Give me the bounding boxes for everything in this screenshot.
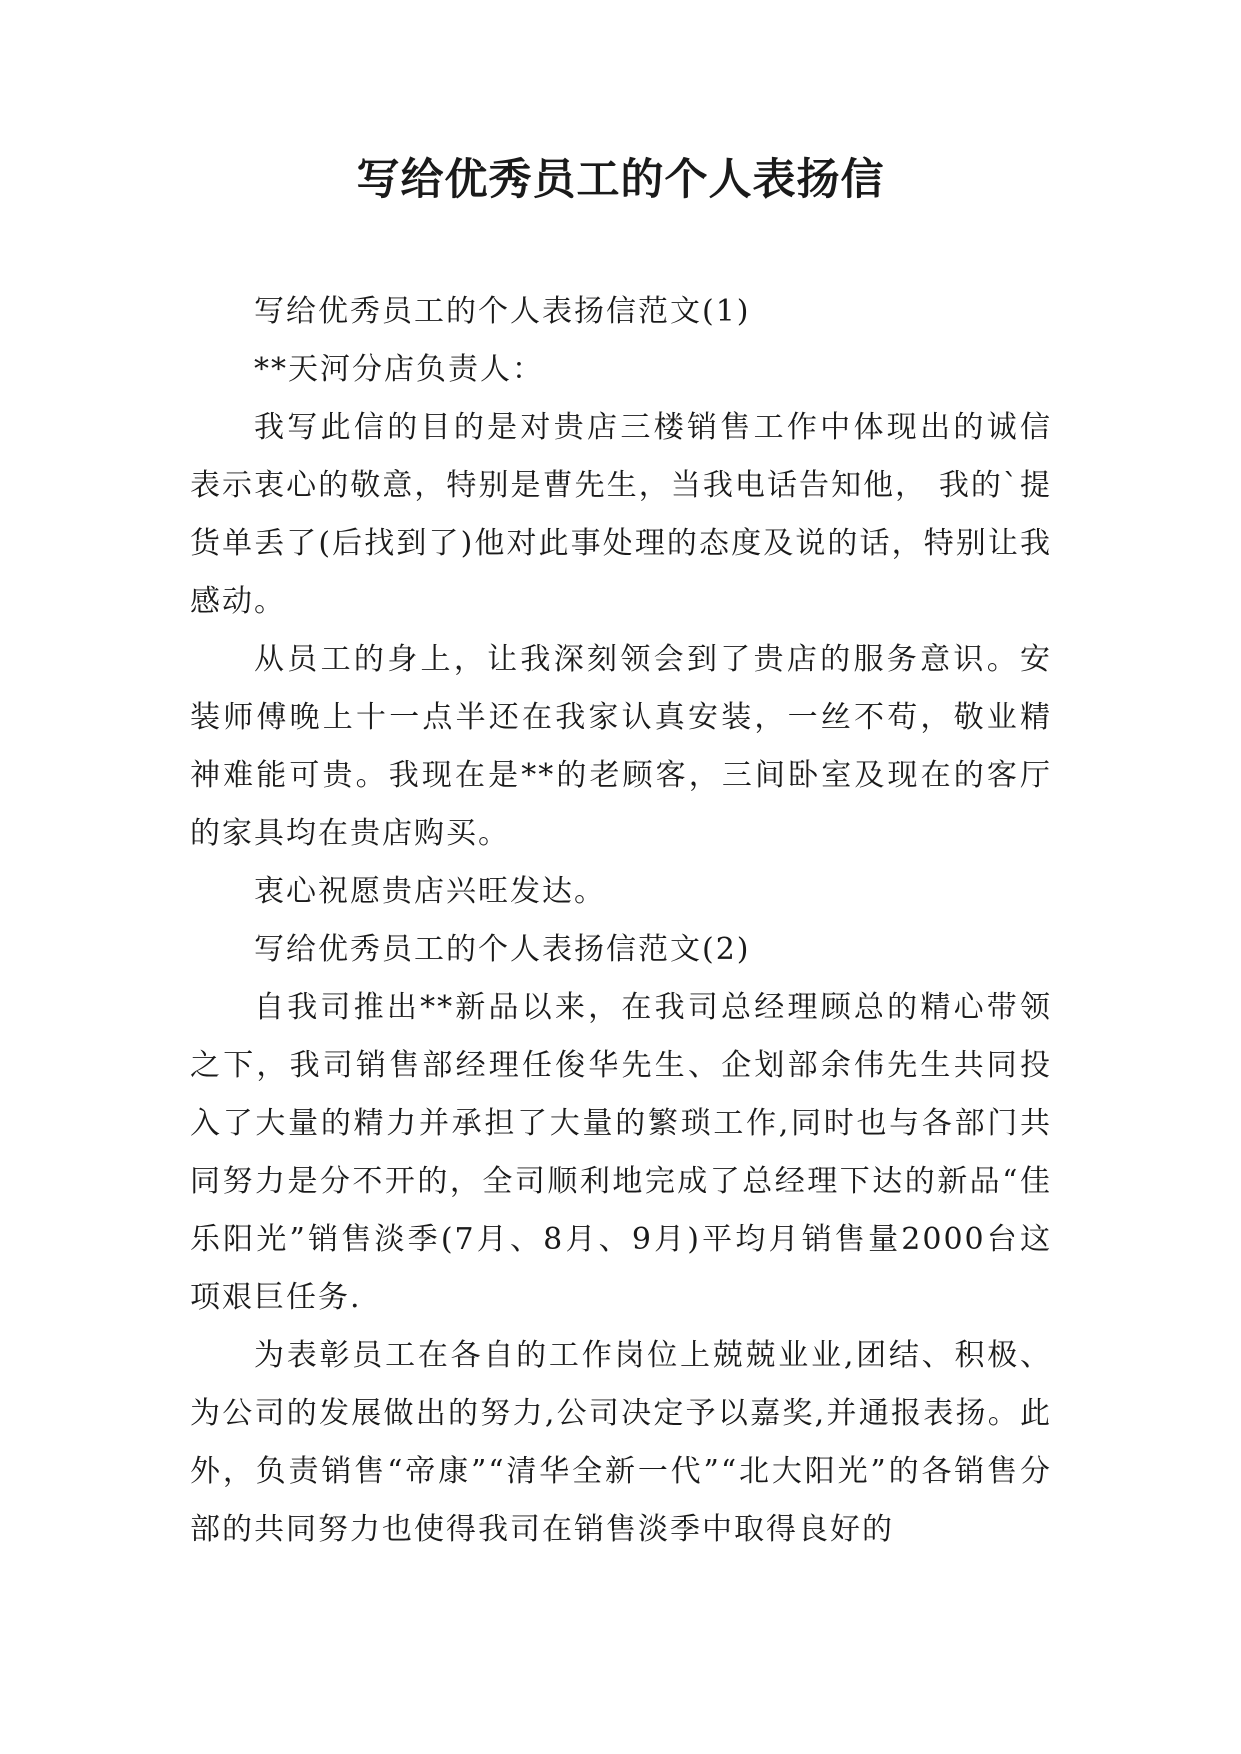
paragraph-closing: 衷心祝愿贵店兴旺发达。 xyxy=(254,874,606,909)
paragraph-salutation: **天河分店负责人： xyxy=(254,352,544,387)
paragraph-body: 自我司推出**新品以来，在我司总经理顾总的精心带领之下，我司销售部经理任俊华先生、企划部余伟先生共同投入了大量的精力并承担了大量的繁琐工作,同时也与各部门共同努力是分不开的，全司顺利地完成了总经理下达的新品“佳乐阳光”销售淡季(7月、8月、9月)平均月销售量2000台这项艰巨任务. xyxy=(190,990,1052,1315)
paragraph-body: 从员工的身上，让我深刻领会到了贵店的服务意识。安装师傅晚上十一点半还在我家认真安装，一丝不苟，敬业精神难能可贵。我现在是**的老顾客，三间卧室及现在的客厅的家具均在贵店购买。 xyxy=(190,642,1052,851)
paragraph-body: 我写此信的目的是对贵店三楼销售工作中体现出的诚信表示衷心的敬意，特别是曹先生，当我电话告知他， 我的`提货单丢了(后找到了)他对此事处理的态度及说的话，特别让我感动。 xyxy=(190,410,1052,619)
paragraph-heading-1: 写给优秀员工的个人表扬信范文(1) xyxy=(254,294,751,329)
paragraph-body: 为表彰员工在各自的工作岗位上兢兢业业,团结、积极、为公司的发展做出的努力,公司决定予以嘉奖,并通报表扬。此外，负责销售“帝康”“清华全新一代”“北大阳光”的各销售分部的共同努力也使得我司在销售淡季中取得良好的 xyxy=(190,1338,1052,1547)
paragraph-heading-2: 写给优秀员工的个人表扬信范文(2) xyxy=(254,932,751,967)
document-body xyxy=(190,283,1052,1559)
document-title: 写给优秀员工的个人表扬信 xyxy=(356,155,885,205)
